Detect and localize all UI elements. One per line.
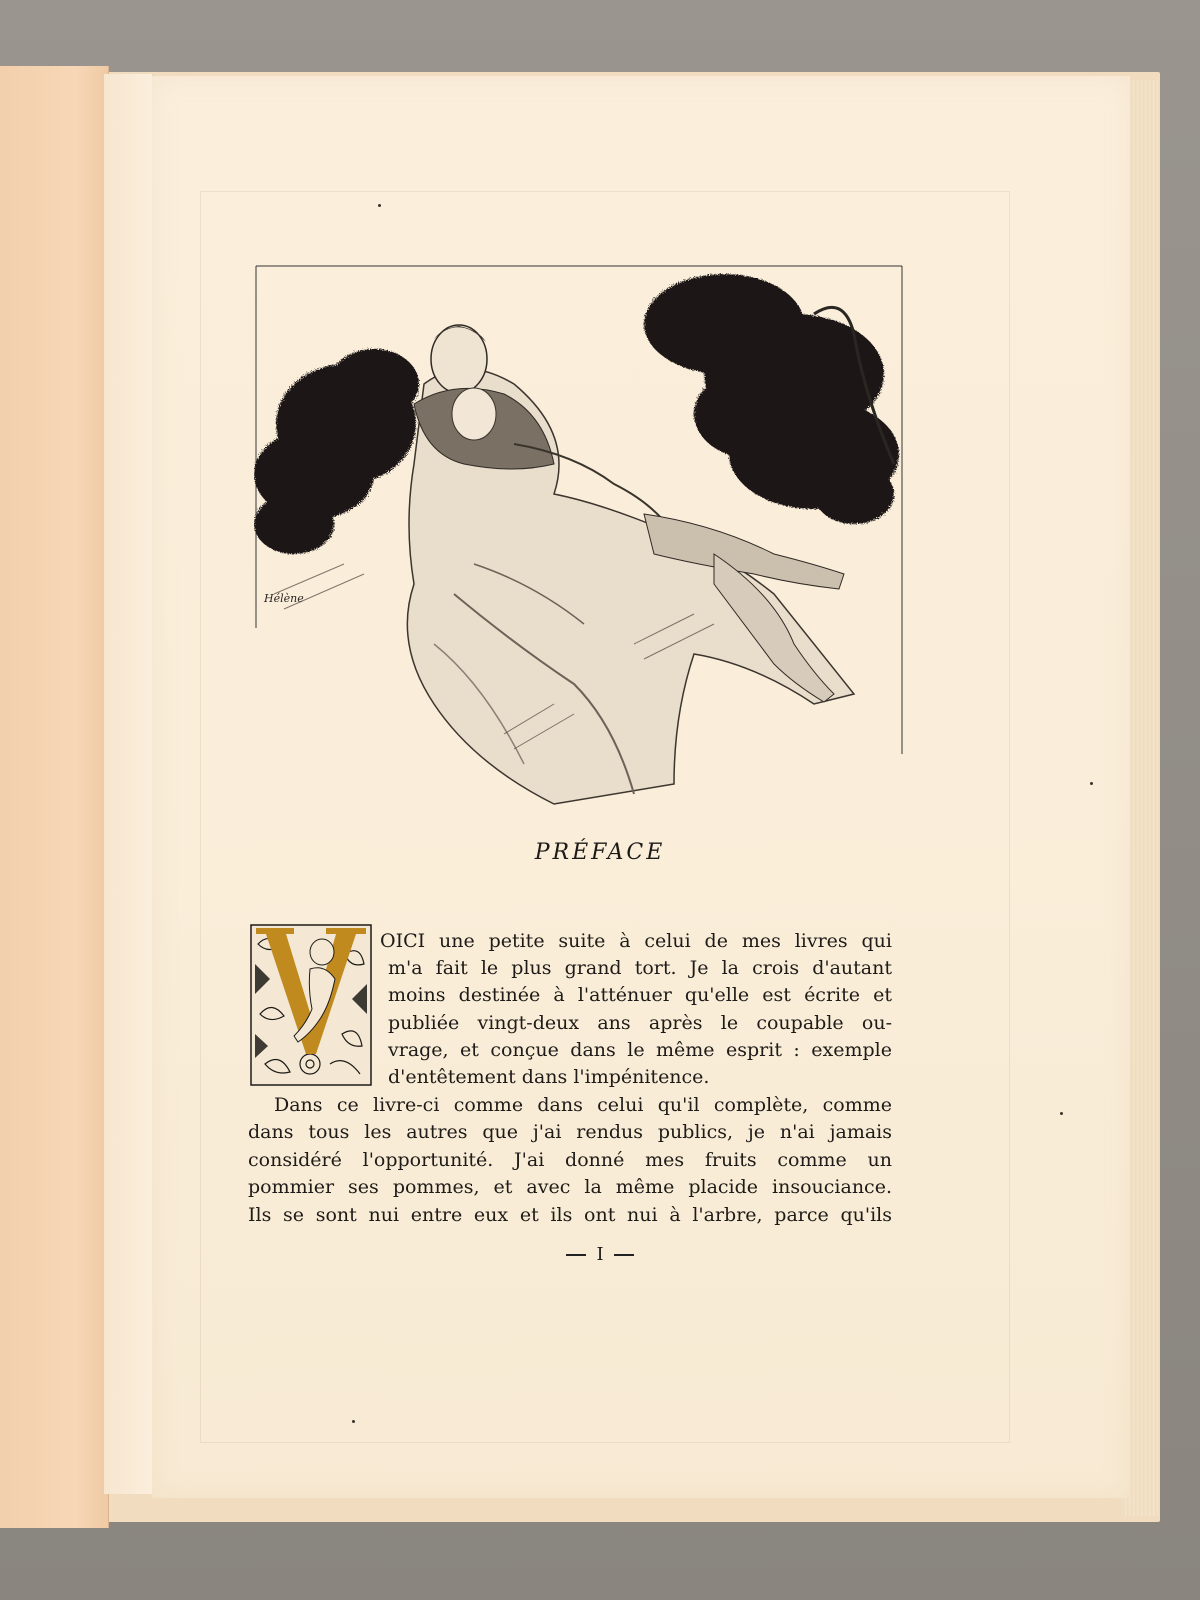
book-cover-left [0, 66, 109, 1528]
folio-dash-left [566, 1254, 586, 1256]
text-line: Ils se sont nui entre eux et ils ont nui à l'arbre, parce qu'ils [248, 1204, 892, 1226]
text-line: Dans ce livre-ci comme dans celui qu'il complète, comme [274, 1094, 892, 1116]
text-line: publiée vingt-deux ans après le coupable ou- [388, 1012, 892, 1034]
text-line: vrage, et conçue dans le même esprit : exemple [388, 1039, 892, 1061]
folio-dash-right [614, 1254, 634, 1256]
engraving-art [254, 264, 904, 824]
folio-number: I [596, 1244, 604, 1265]
text-line: moins destinée à l'atténuer qu'elle est écrite et [388, 984, 892, 1006]
text-line: dans tous les autres que j'ai rendus publics, je n'ai jamais [248, 1121, 892, 1143]
paper-speck [378, 204, 381, 207]
paper-speck [352, 1420, 355, 1423]
text-line: considéré l'opportunité. J'ai donné mes fruits comme un [248, 1149, 892, 1171]
preface-title: PRÉFACE [534, 840, 666, 865]
page-number [0, 1244, 1200, 1265]
illustration-signature: Hélène [264, 592, 304, 605]
text-line: pommier ses pommes, et avec la même placide insouciance. [248, 1176, 892, 1198]
paper-speck [1090, 782, 1093, 785]
text-line: m'a fait le plus grand tort. Je la crois d'autant [388, 957, 892, 979]
flyleaf [104, 74, 153, 1494]
engraving-illustration [254, 264, 904, 824]
text-line: OICI une petite suite à celui de mes livres qui [380, 930, 892, 952]
text-line: d'entêtement dans l'impénitence. [388, 1066, 710, 1088]
paper-speck [1060, 1112, 1063, 1115]
illuminated-drop-cap [250, 924, 372, 1086]
